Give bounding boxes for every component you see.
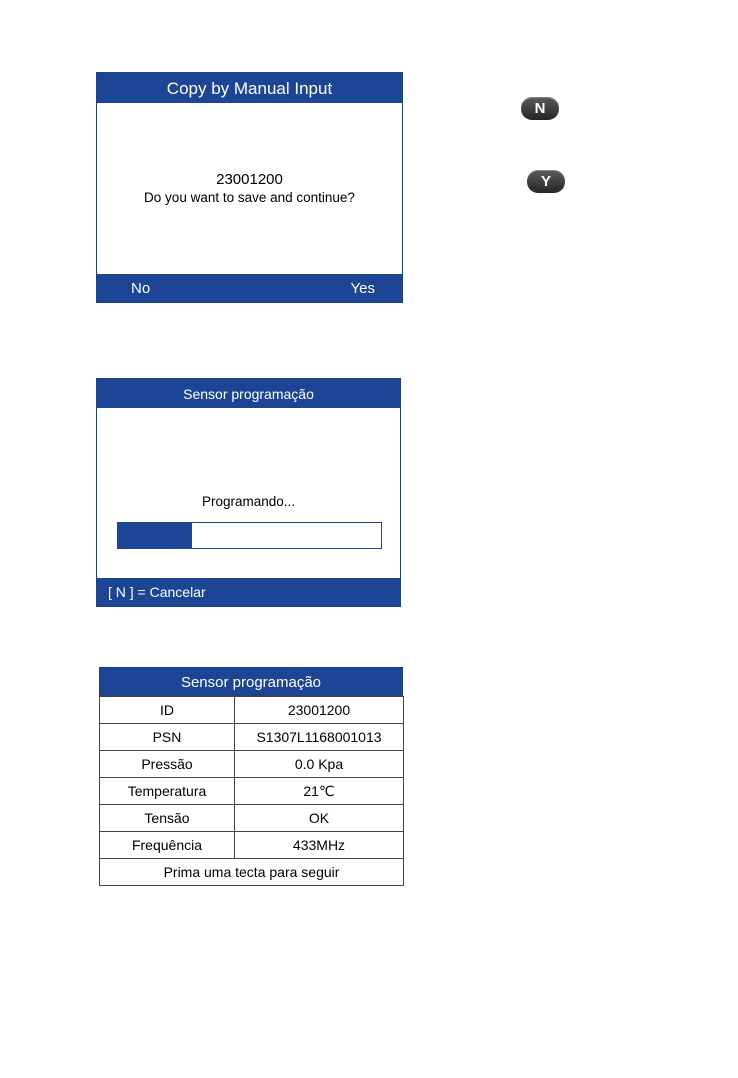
row-value: 0.0 Kpa [235, 751, 404, 778]
result-table-screen [99, 667, 403, 896]
yes-button[interactable]: Yes [350, 280, 375, 297]
table-row [100, 832, 404, 859]
n-key-icon: N [521, 97, 559, 120]
dialog-footer [97, 274, 402, 302]
row-value: 23001200 [235, 697, 404, 724]
row-value: 433MHz [235, 832, 404, 859]
row-label: Tensão [100, 805, 235, 832]
manual-input-dialog [96, 72, 403, 303]
row-label: ID [100, 697, 235, 724]
table-footer-row [100, 859, 404, 886]
row-value: OK [235, 805, 404, 832]
row-label: PSN [100, 724, 235, 751]
programming-dialog [96, 378, 401, 607]
table-row [100, 751, 404, 778]
continue-hint[interactable]: Prima uma tecta para seguir [100, 859, 404, 886]
row-value: S1307L1168001013 [235, 724, 404, 751]
row-label: Temperatura [100, 778, 235, 805]
save-question-text: Do you want to save and continue? [144, 190, 355, 205]
cancel-hint[interactable]: [ N ] = Cancelar [97, 578, 400, 606]
programming-status-text: Programando... [201, 494, 296, 509]
row-label: Frequência [100, 832, 235, 859]
row-label: Pressão [100, 751, 235, 778]
progress-bar [117, 522, 382, 549]
table-row [100, 778, 404, 805]
y-key-icon: Y [527, 170, 565, 193]
sensor-info-table [99, 696, 404, 886]
table-row [100, 805, 404, 832]
table-row [100, 724, 404, 751]
row-value: 21℃ [235, 778, 404, 805]
dialog-title: Copy by Manual Input [97, 73, 402, 103]
table-title: Sensor programação [99, 667, 403, 696]
no-button[interactable]: No [131, 280, 151, 297]
dialog-title: Sensor programação [97, 379, 400, 408]
table-row [100, 697, 404, 724]
sensor-id-text: 23001200 [216, 171, 283, 188]
progress-fill [118, 523, 192, 548]
